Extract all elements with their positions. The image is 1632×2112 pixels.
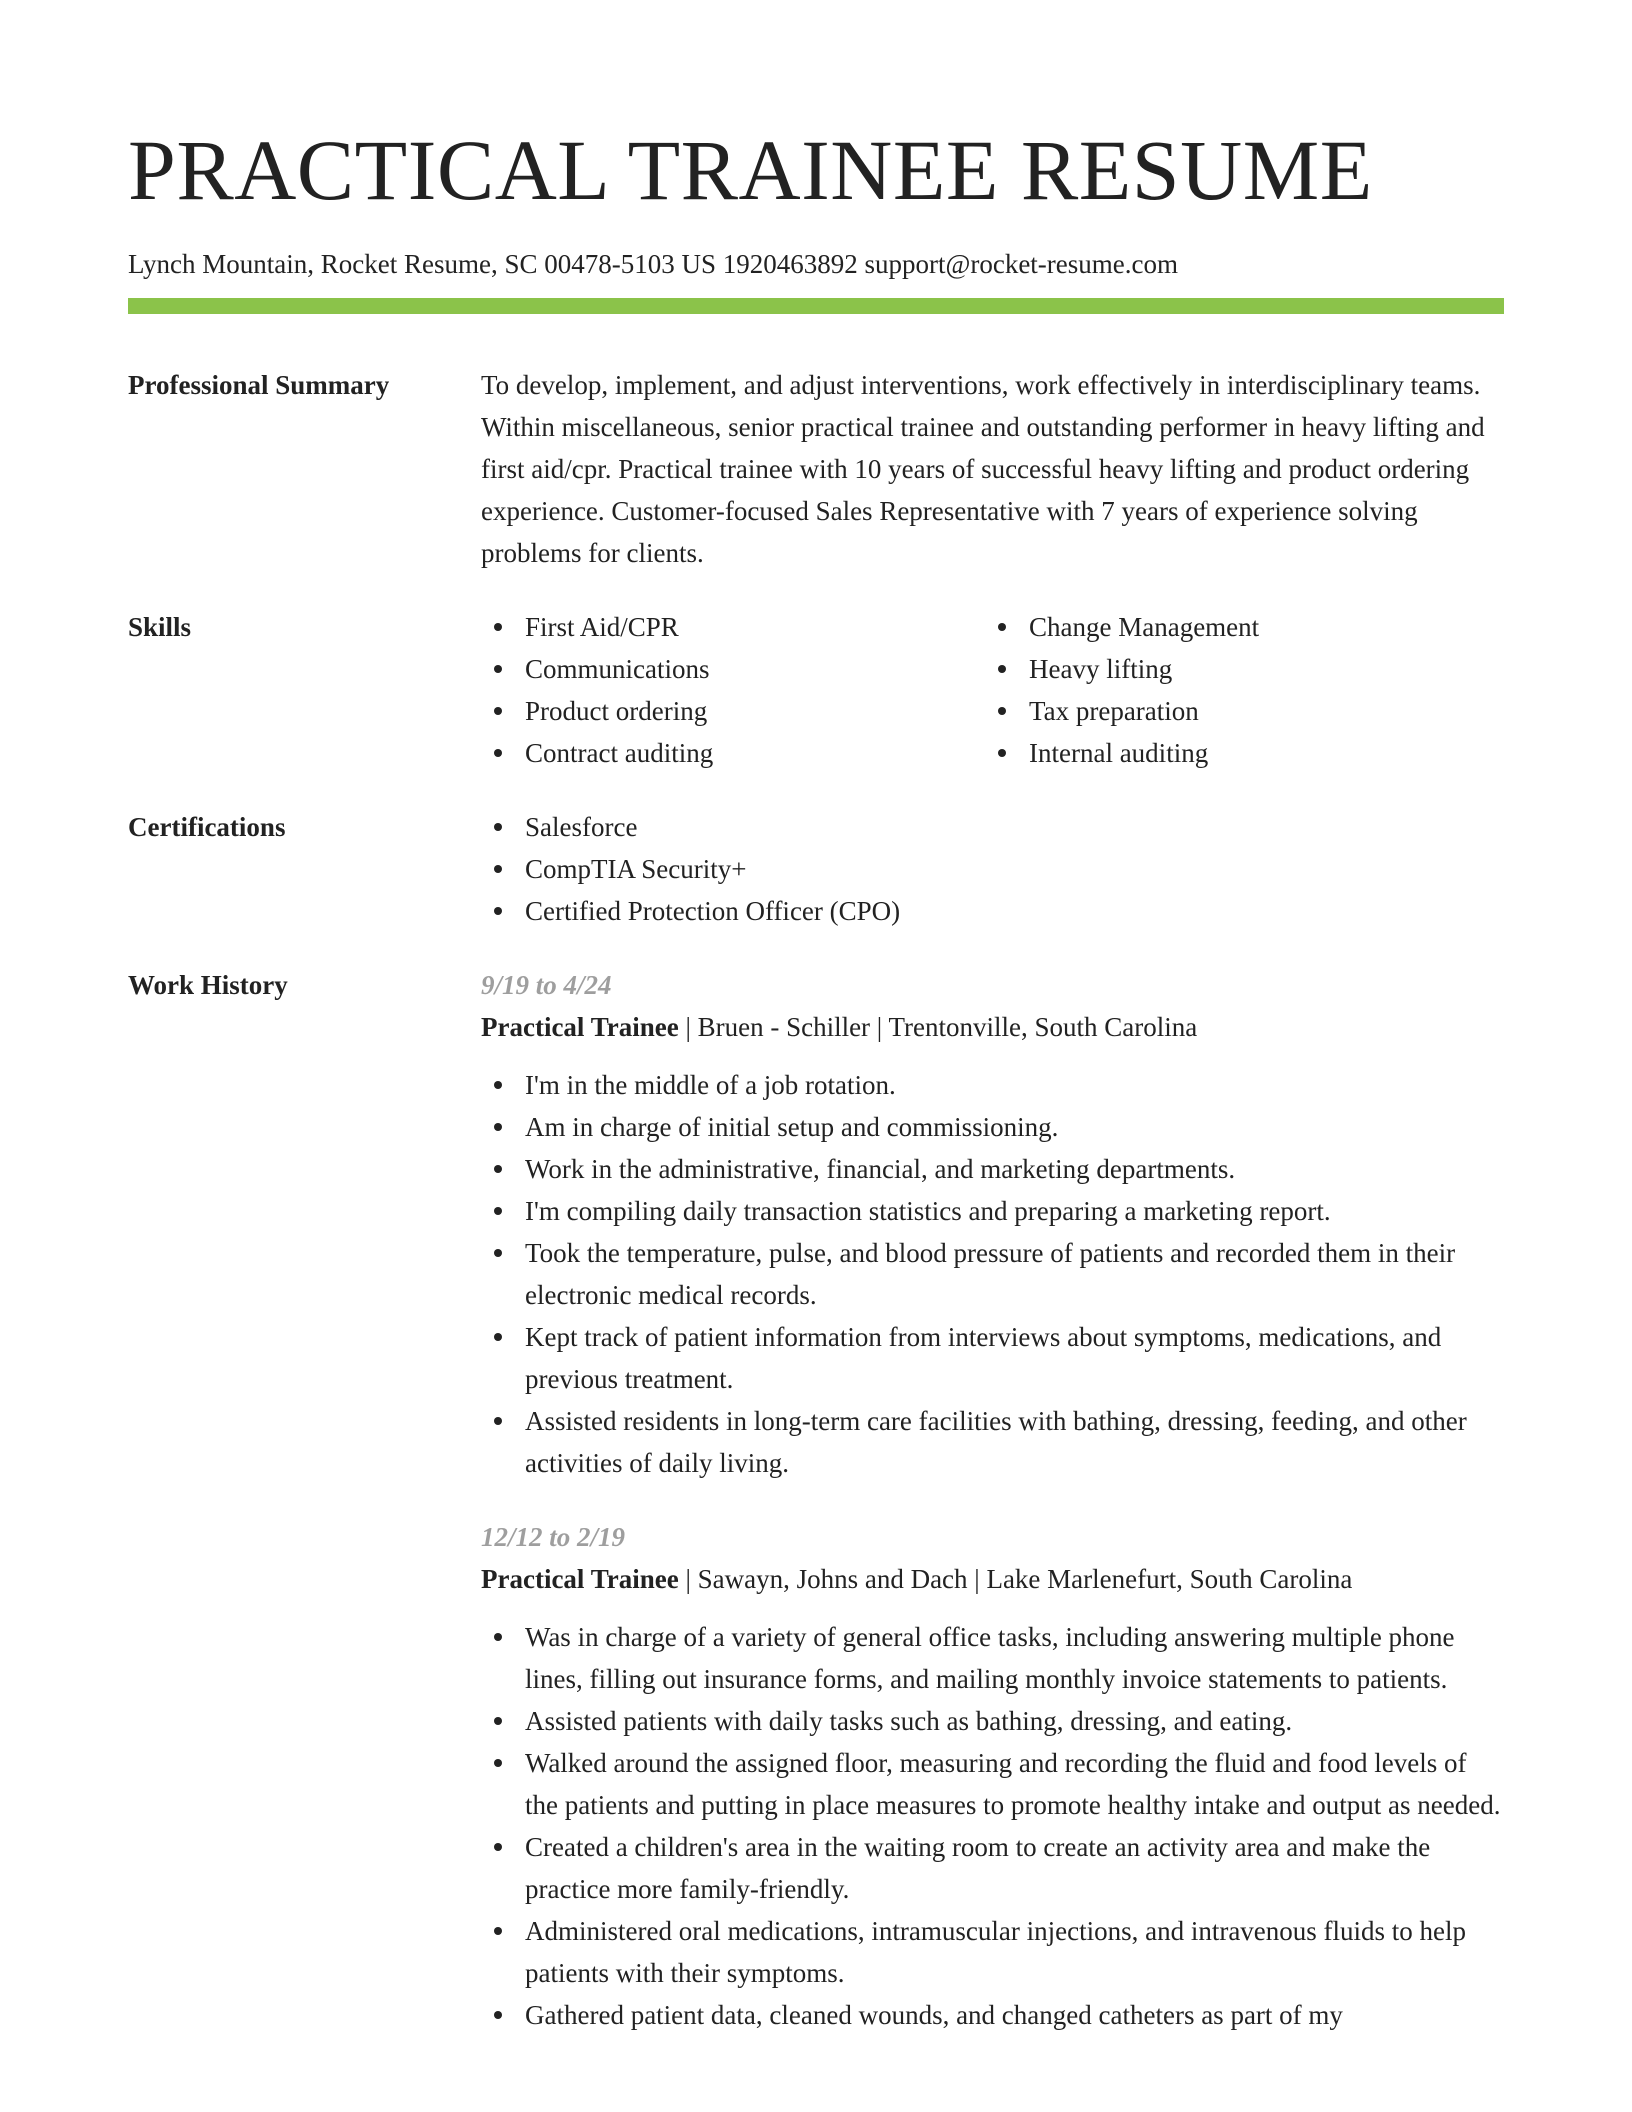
job-dates: 12/12 to 2/19 xyxy=(481,1522,626,1552)
job-duty-item: Administered oral medications, intramuscular injections, and intravenous fluids to help patients with their symptoms. xyxy=(481,1910,1504,1994)
page-title: PRACTICAL TRAINEE RESUME xyxy=(128,122,1373,218)
job-details: | Sawayn, Johns and Dach | Lake Marlenefurt, South Carolina xyxy=(678,1564,1353,1594)
job-title: Practical Trainee xyxy=(481,1564,679,1594)
certification-item: CompTIA Security+ xyxy=(481,848,1504,890)
job-heading xyxy=(481,1006,1504,1048)
skill-item: Heavy lifting xyxy=(985,648,1489,690)
section-label-summary: Professional Summary xyxy=(128,370,390,400)
skill-item: First Aid/CPR xyxy=(481,606,985,648)
skill-item: Communications xyxy=(481,648,985,690)
skills-section xyxy=(128,606,1504,774)
job-duty-item: I'm in the middle of a job rotation. xyxy=(481,1064,1504,1106)
certifications-section xyxy=(128,806,1504,932)
job-details: | Bruen - Schiller | Trentonville, South Carolina xyxy=(678,1012,1198,1042)
skills-grid xyxy=(481,606,1504,774)
skills-left-list xyxy=(481,606,985,774)
skills-body xyxy=(481,606,1504,774)
job-duty-item: Was in charge of a variety of general office tasks, including answering multiple phone lines, filling out insurance forms, and mailing monthly invoice statements to patients. xyxy=(481,1616,1504,1700)
section-label-skills: Skills xyxy=(128,612,192,642)
job-duties-list xyxy=(481,1616,1504,2036)
job-dates: 9/19 to 4/24 xyxy=(481,970,612,1000)
skills-right-list xyxy=(985,606,1489,774)
job-heading xyxy=(481,1558,1504,1600)
job-duty-item: Created a children's area in the waiting room to create an activity area and make the practice more family-friendly. xyxy=(481,1826,1504,1910)
certifications-body xyxy=(481,806,1504,932)
skill-item: Tax preparation xyxy=(985,690,1489,732)
job-duty-item: I'm compiling daily transaction statistics and preparing a marketing report. xyxy=(481,1190,1504,1232)
job-duty-item: Gathered patient data, cleaned wounds, and changed catheters as part of my xyxy=(481,1994,1504,2036)
skill-item: Contract auditing xyxy=(481,732,985,774)
summary-text: To develop, implement, and adjust interventions, work effectively in interdisciplinary teams. Within miscellaneous, senior practical trainee and outstanding performer in heavy lifting and first aid/cpr. Practical trainee with 10 years of successful heavy lifting and product ordering experience. Customer-focused Sales Representative with 7 years of experience solving problems for clients. xyxy=(481,370,1485,568)
job-title: Practical Trainee xyxy=(481,1012,679,1042)
section-label-work-history: Work History xyxy=(128,970,288,1000)
summary-body xyxy=(481,364,1504,574)
job-entry xyxy=(481,1516,1504,2036)
section-label-certifications: Certifications xyxy=(128,812,286,842)
job-duty-item: Kept track of patient information from interviews about symptoms, medications, and previous treatment. xyxy=(481,1316,1504,1400)
job-duty-item: Work in the administrative, financial, and marketing departments. xyxy=(481,1148,1504,1190)
job-duty-item: Took the temperature, pulse, and blood pressure of patients and recorded them in their electronic medical records. xyxy=(481,1232,1504,1316)
skill-item: Change Management xyxy=(985,606,1489,648)
job-duty-item: Walked around the assigned floor, measuring and recording the fluid and food levels of the patients and putting in place measures to promote healthy intake and output as needed. xyxy=(481,1742,1504,1826)
work-history-body xyxy=(481,964,1504,2036)
work-history-section xyxy=(128,964,1504,2036)
professional-summary-section xyxy=(128,364,1504,574)
contact-info: Lynch Mountain, Rocket Resume, SC 00478-5103 US 1920463892 support@rocket-resume.com xyxy=(128,249,1178,279)
job-duty-item: Assisted residents in long-term care facilities with bathing, dressing, feeding, and other activities of daily living. xyxy=(481,1400,1504,1484)
header-divider xyxy=(128,298,1504,314)
job-duties-list xyxy=(481,1064,1504,1484)
job-duty-item: Assisted patients with daily tasks such as bathing, dressing, and eating. xyxy=(481,1700,1504,1742)
certification-item: Certified Protection Officer (CPO) xyxy=(481,890,1504,932)
skill-item: Product ordering xyxy=(481,690,985,732)
certifications-list xyxy=(481,806,1504,932)
job-duty-item: Am in charge of initial setup and commissioning. xyxy=(481,1106,1504,1148)
job-entry xyxy=(481,964,1504,1484)
certification-item: Salesforce xyxy=(481,806,1504,848)
skill-item: Internal auditing xyxy=(985,732,1489,774)
